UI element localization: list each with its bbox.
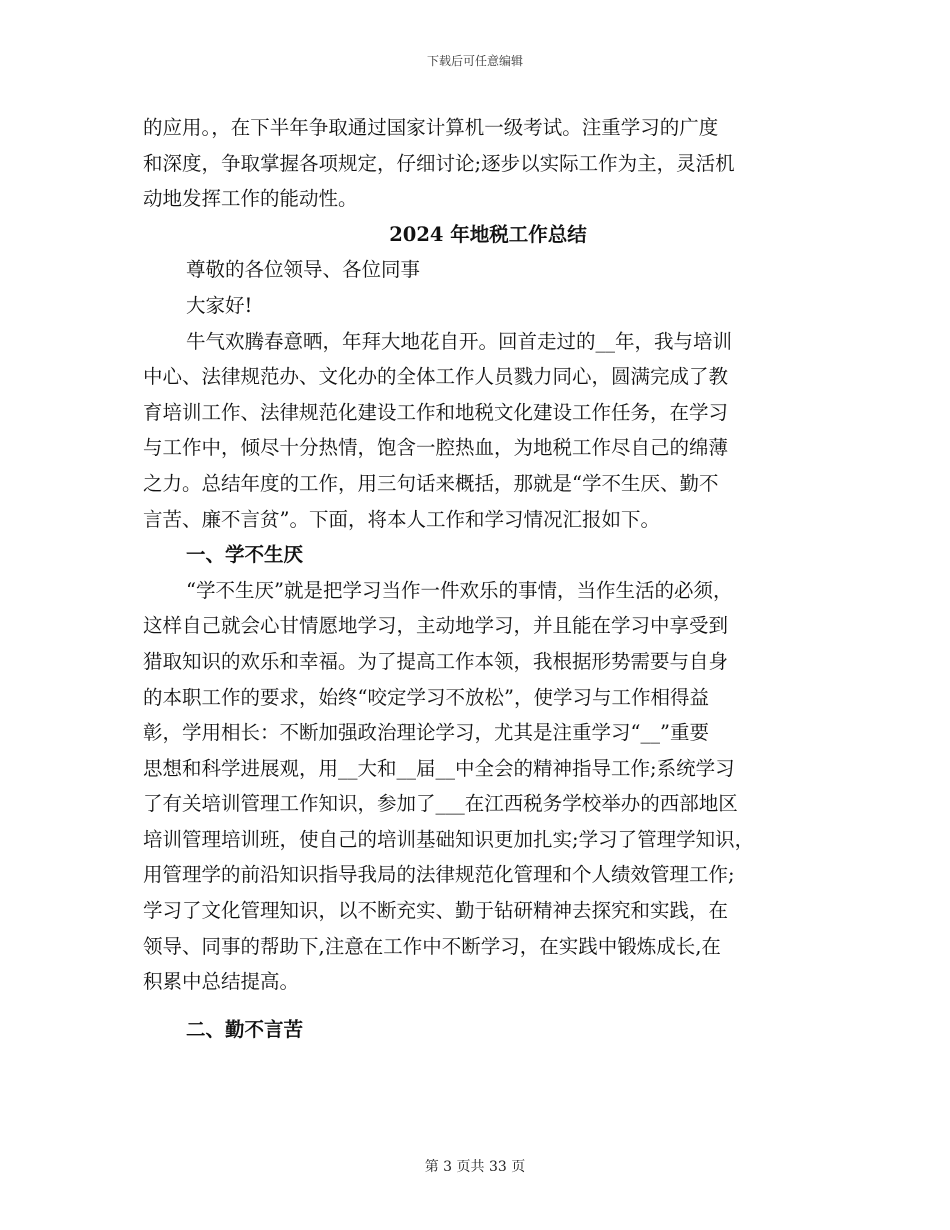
body-text-line: 彰，学用相长：不断加强政治理论学习，尤其是注重学习“__”重要: [143, 721, 709, 745]
document-title: 2024 年地税工作总结: [389, 222, 587, 246]
body-text-line: 思想和科学进展观，用__大和__届__中全会的精神指导工作;系统学习: [143, 756, 735, 780]
body-text-line: 培训管理培训班，使自己的培训基础知识更加扎实;学习了管理学知识，: [143, 827, 755, 851]
body-text-line: 的本职工作的要求，始终“咬定学习不放松”，使学习与工作相得益: [143, 685, 709, 709]
page-number-footer: 第 3 页共 33 页: [424, 1159, 526, 1175]
document-body: [143, 110, 823, 1047]
body-text-line: 中心、法律规范办、文化办的全体工作人员戮力同心，圆满完成了教: [143, 365, 729, 389]
body-text-line: 育培训工作、法律规范化建设工作和地税文化建设工作任务，在学习: [143, 400, 729, 424]
greeting: 大家好!: [186, 293, 253, 317]
body-text-line: 与工作中，倾尽十分热情，饱含一腔热血，为地税工作尽自己的绵薄: [143, 436, 729, 460]
body-text-line: 猎取知识的欢乐和幸福。为了提高工作本领，我根据形势需要与自身: [143, 649, 729, 673]
body-text-line: 之力。总结年度的工作，用三句话来概括，那就是“学不生厌、勤不: [143, 471, 719, 495]
body-text-line: 积累中总结提高。: [143, 970, 300, 994]
body-text-line: 了有关培训管理工作知识，参加了___在江西税务学校举办的西部地区: [143, 792, 738, 816]
salutation: 尊敬的各位领导、各位同事: [186, 258, 421, 282]
body-text-line: 这样自己就会心甘情愿地学习，主动地学习，并且能在学习中享受到: [143, 614, 729, 638]
body-text-line: 言苦、廉不言贫”。下面，将本人工作和学习情况汇报如下。: [143, 507, 660, 531]
body-text-line: “学不生厌”就是把学习当作一件欢乐的事情，当作生活的必须，: [186, 578, 733, 602]
section-heading: 二、勤不言苦: [186, 1017, 304, 1041]
body-text-line: 学习了文化管理知识，以不断充实、勤于钻研精神去探究和实践，在: [143, 899, 729, 923]
body-text-line: 用管理学的前沿知识指导我局的法律规范化管理和个人绩效管理工作;: [143, 863, 735, 887]
body-text-line: 和深度，争取掌握各项规定，仔细讨论;逐步以实际工作为主，灵活机: [143, 151, 735, 175]
body-text-line: 领导、同事的帮助下,注意在工作中不断学习，在实践中锻炼成长,在: [143, 934, 721, 958]
body-text-line: 的应用。，在下半年争取通过国家计算机一级考试。注重学习的广度: [143, 116, 719, 139]
body-text-line: 动地发挥工作的能动性。: [143, 187, 358, 211]
section-heading: 一、学不生厌: [186, 543, 304, 567]
body-text-line: 牛气欢腾春意晒，年拜大地花自开。回首走过的__年，我与培训: [186, 329, 733, 353]
page-header-note: 下载后可任意编辑: [426, 54, 523, 68]
